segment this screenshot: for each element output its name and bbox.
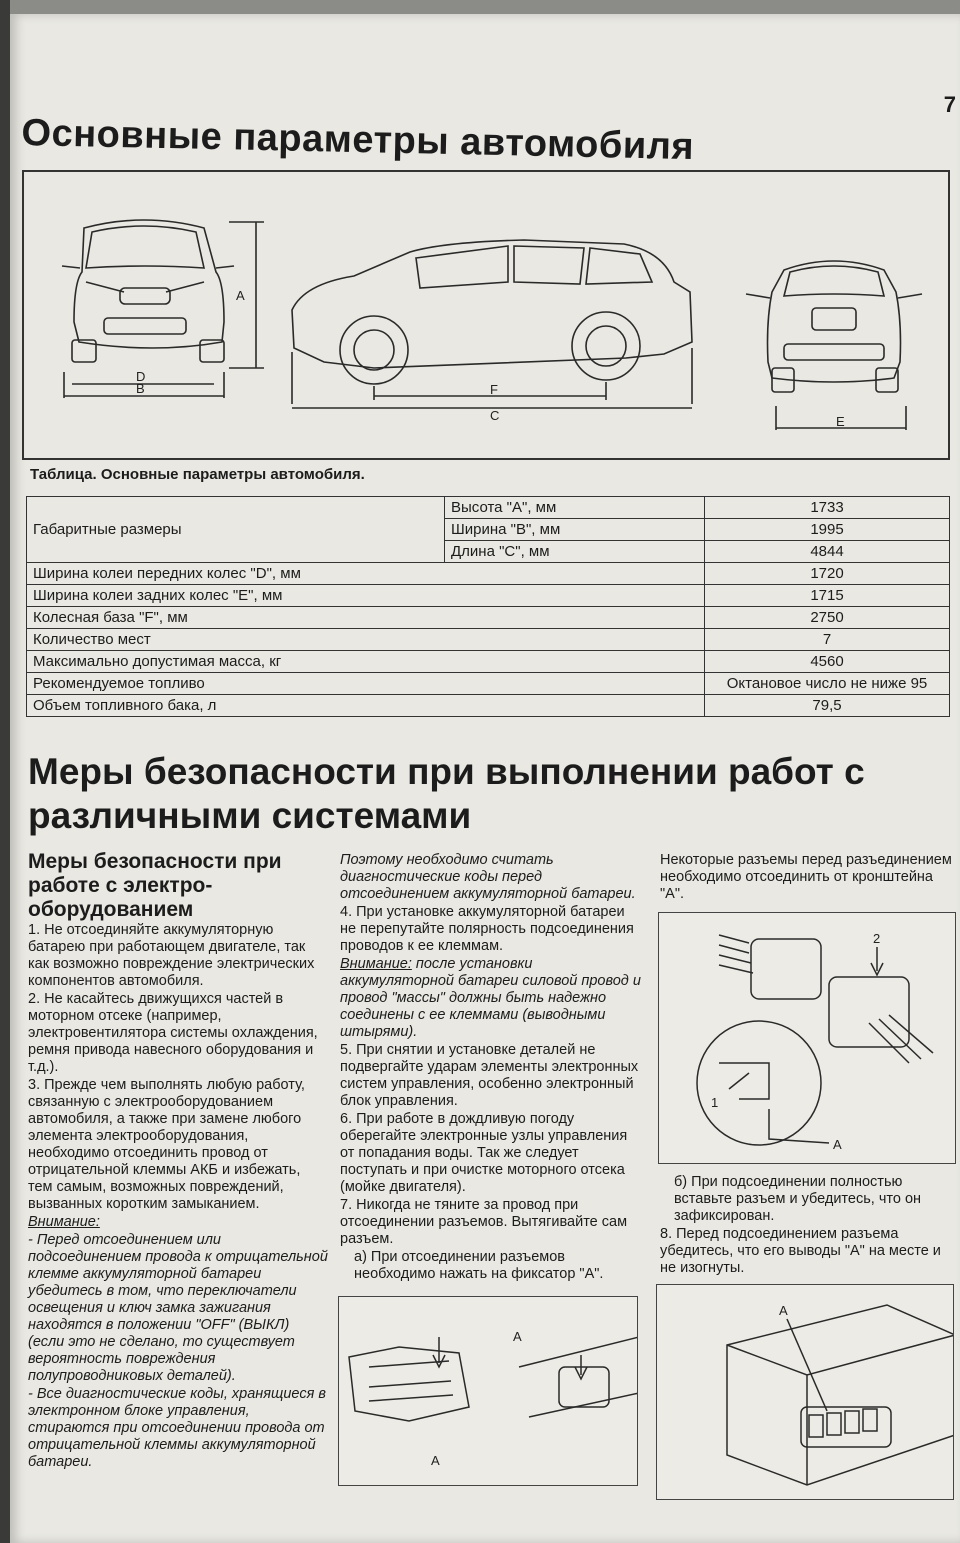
paragraph: Некоторые разъемы перед разъединением необходимо отсоединить от кронштейна "A".: [660, 852, 952, 902]
table-cell-value: 7: [705, 629, 950, 651]
table-cell-label: Высота "A", мм: [445, 497, 705, 519]
connector-terminals-figure: [656, 1284, 954, 1500]
note-paragraph: - Все диагностические коды, хранящиеся в электронном блоке управления, стираются при отсоединении провода от отрицательной клеммы аккумуляторной батареи.: [28, 1386, 326, 1470]
paragraph: 1. Не отсоединяйте аккумуляторную батарею при работающем двигателе, так как возможно повреждение электрических компонентов автомобиля.: [28, 922, 315, 989]
paragraph: 5. При снятии и установке деталей не подвергайте ударам элементы электронных систем управления, особенно электронный блок управления.: [340, 1042, 639, 1109]
figure-label-2: 2: [873, 931, 881, 946]
table-cell-label: Ширина "B", мм: [445, 519, 705, 541]
table-row: [27, 629, 950, 651]
note-paragraph: - Перед отсоединением или подсоединением провода к отрицательной клемме аккумуляторной батареи убедитесь в том, что переключатели освещения и ключ замка зажигания находятся в положении "OFF" (ВЫКЛ) (если это не сделано, то существует вероятность повреждения полупроводниковых деталей).: [28, 1232, 328, 1384]
dim-label-c: C: [490, 408, 500, 423]
table-row: [27, 607, 950, 629]
text-column-2: [340, 852, 642, 1284]
figure-label-a: A: [779, 1303, 788, 1318]
table-cell-label: Максимально допустимая масса, кг: [27, 651, 705, 673]
paragraph: 6. При работе в дождливую погоду оберегайте электронные узлы управления от попадания воды. Так же следует поступать и при очистке моторного отсека (мойке двигателя).: [340, 1111, 628, 1195]
table-cell-label: Длина "C", мм: [445, 541, 705, 563]
table-caption: Таблица. Основные параметры автомобиля.: [30, 466, 365, 483]
table-cell-label: Объем топливного бака, л: [27, 695, 705, 717]
vehicle-parameters-table: [26, 496, 950, 717]
text-column-3-bottom: [660, 1174, 956, 1278]
paragraph: Поэтому необходимо считать диагностические коды перед отсоединением аккумуляторной батареи.: [340, 852, 636, 902]
paragraph: а) При отсоединении разъемов необходимо нажать на фиксатор "A".: [354, 1249, 604, 1282]
figure-label-a: A: [833, 1137, 842, 1152]
figure-label-1: 1: [711, 1095, 719, 1110]
table-cell-value: Октановое число не ниже 95: [705, 673, 950, 695]
connector-latch-figure: [338, 1296, 638, 1486]
text-column-3: [660, 852, 956, 904]
paragraph: 7. Никогда не тяните за провод при отсоединении разъемов. Вытягивайте сам разъем.: [340, 1197, 628, 1247]
table-cell-value: 1715: [705, 585, 950, 607]
table-group-label: Габаритные размеры: [27, 497, 445, 563]
note-label: Внимание:: [28, 1214, 100, 1230]
table-cell-value: 79,5: [705, 695, 950, 717]
rear-view-drawing: [746, 261, 922, 430]
front-view-drawing: [62, 220, 264, 398]
table-row: [27, 585, 950, 607]
paragraph: б) При подсоединении полностью вставьте разъем и убедитесь, что он зафиксирован.: [674, 1174, 922, 1224]
paragraph: 2. Не касайтесь движущихся частей в моторном отсеке (например, электровентилятора системы охлаждения, ремня привода навесного оборудования и т.д.).: [28, 991, 318, 1075]
paragraph: 4. При установке аккумуляторной батареи не перепутайте полярность подсоединения проводов к ее клеммам.: [340, 904, 634, 954]
figure-label-a: A: [513, 1329, 522, 1344]
dim-label-e: E: [836, 414, 845, 429]
table-row: [27, 673, 950, 695]
dim-label-f: F: [490, 382, 498, 397]
table-cell-value: 2750: [705, 607, 950, 629]
table-row: [27, 651, 950, 673]
vehicle-dimensions-figure: [22, 170, 950, 460]
paragraph: 8. Перед подсоединением разъема убедитесь, что его выводы "A" на месте и не изогнуты.: [660, 1226, 941, 1276]
note-text: после установки аккумуляторной батареи силовой провод и провод "массы" должны быть надежно соединены с ее клеммами (выводными штырями).: [340, 956, 641, 1040]
dim-label-b: B: [136, 381, 145, 396]
table-cell-label: Рекомендуемое топливо: [27, 673, 705, 695]
table-cell-label: Колесная база "F", мм: [27, 607, 705, 629]
table-cell-label: Ширина колеи передних колес "D", мм: [27, 563, 705, 585]
table-cell-value: 1995: [705, 519, 950, 541]
electrical-heading: Меры безопасности при работе с электро-оборудованием: [28, 850, 282, 921]
note-label: Внимание:: [340, 956, 412, 972]
paragraph: 3. Прежде чем выполнять любую работу, связанную с электрооборудованием автомобиля, а также при замене любого элемента электрооборудования, необходимо отсоединить провод от отрицательной клеммы АКБ и избежать, тем самым, возможных повреждений, вызванных коротким замыканием.: [28, 1077, 305, 1212]
page-number: 7: [943, 92, 956, 117]
table-cell-value: 4844: [705, 541, 950, 563]
dim-label-a: A: [236, 288, 245, 303]
table-row: [27, 695, 950, 717]
section-title: Основные параметры автомобиля: [21, 112, 695, 169]
table-cell-label: Количество мест: [27, 629, 705, 651]
bracket-connector-figure: [658, 912, 956, 1164]
safety-section-title: Меры безопасности при выполнении работ с различными системами: [28, 751, 865, 836]
figure-label-a: A: [431, 1453, 440, 1468]
text-column-1: [28, 922, 328, 1472]
dim-label-d: D: [136, 369, 146, 384]
table-cell-value: 1720: [705, 563, 950, 585]
book-spine: [0, 0, 10, 1543]
table-row: [27, 563, 950, 585]
table-cell-label: Ширина колеи задних колес "E", мм: [27, 585, 705, 607]
table-cell-value: 4560: [705, 651, 950, 673]
table-row: [27, 497, 950, 519]
table-cell-value: 1733: [705, 497, 950, 519]
